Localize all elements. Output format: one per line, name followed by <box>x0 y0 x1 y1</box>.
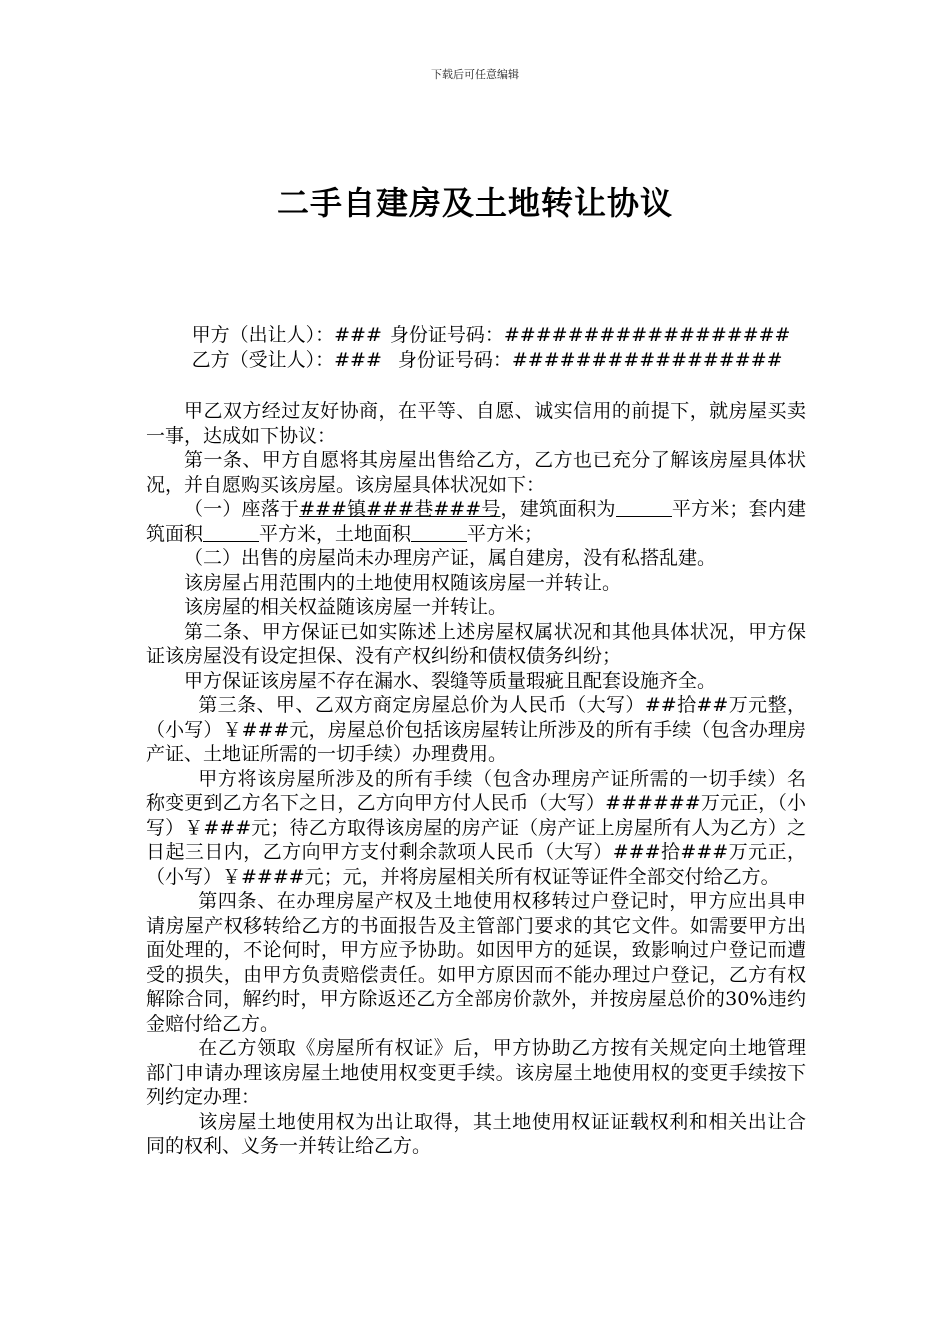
parties-block <box>146 323 806 372</box>
buyer-id: ################# <box>511 348 783 371</box>
buyer-line <box>146 348 806 373</box>
agreement-body <box>146 399 806 1159</box>
seller-name: ### <box>334 324 382 346</box>
seller-id-label: 身份证号码： <box>389 324 504 346</box>
document-title: 二手自建房及土地转让协议 <box>276 184 673 222</box>
buyer-label: 乙方（受让人）： <box>191 348 335 371</box>
payment-paragraph: 甲方将该房屋所涉及的所有手续（包含办理房产证所需的一切手续）名称变更到乙方名下之日，乙方向甲方付人民币（大写）######万元正，（小写）￥###元；待乙方取得该房屋的房产证（房产证上房屋所有人为乙方）之日起三日内，乙方向甲方支付剩余款项人民币（大写）###拾###万元正，（小写）￥####元；元，并将房屋相关所有权证等证件全部交付给乙方。 <box>146 767 806 888</box>
land-area-blank <box>411 524 467 542</box>
seller-id: ################## <box>503 324 791 346</box>
article-2-quality: 甲方保证该房屋不存在漏水、裂缝等质量瑕疵且配套设施齐全。 <box>184 669 717 692</box>
area-label: ，建筑面积为 <box>500 498 616 520</box>
seller-line <box>146 323 806 348</box>
article-4: 第四条、在办理房屋产权及土地使用权移转过户登记时，甲方应出具申请房屋产权移转给乙方的书面报告及主管部门要求的其它文件。如需要甲方出面处理的，不论何时，甲方应予协助。如因甲方的延误，致影响过户登记而遭受的损失，由甲方负责赔偿责任。如甲方原因而不能办理过户登记，乙方有权解除合同，解约时，甲方除返还乙方全部房价款外，并按房屋总价的30%违约金赔付给乙方。 <box>146 890 806 1035</box>
seller-label: 甲方（出让人）： <box>191 324 335 346</box>
transfer-paragraph: 该房屋土地使用权为出让取得，其土地使用权证证载权利和相关出让合同的权利、义务一并转让给乙方。 <box>146 1110 806 1157</box>
item-2: （二）出售的房屋尚未办理房产证，属自建房，没有私搭乱建。 <box>184 547 717 569</box>
intro-paragraph: 甲乙双方经过友好协商，在平等、自愿、诚实信用的前提下，就房屋买卖一事，达成如下协议： <box>146 400 806 447</box>
article-3: 第三条、甲、乙双方商定房屋总价为人民币（大写）##拾##万元整，（小写）￥###元，房屋总价包括该房屋转让所涉及的所有手续（包含办理房产证、土地证所需的一切手续）办理费用。 <box>146 694 806 765</box>
unit-2: 平方米，土地面积 <box>259 522 412 545</box>
buyer-name: ### <box>334 348 382 371</box>
item-1-prefix: （一）座落于 <box>184 498 300 520</box>
land-right-paragraph: 该房屋占用范围内的土地使用权随该房屋一并转让。 <box>184 571 622 594</box>
buyer-id-label: 身份证号码： <box>397 348 512 371</box>
inner-area-blank <box>203 524 259 542</box>
building-area-blank <box>616 499 672 517</box>
certificate-paragraph: 在乙方领取《房屋所有权证》后，甲方协助乙方按有关规定向土地管理部门申请办理该房屋土地使用权变更手续。该房屋土地使用权的变更手续按下列约定办理： <box>146 1037 806 1108</box>
article-2: 第二条、甲方保证已如实陈述上述房屋权属状况和其他具体状况，甲方保证该房屋没有设定担保、没有产权纠纷和债权债务纠纷； <box>146 620 806 667</box>
unit-1: 平方米；套内建筑面积 <box>146 498 806 545</box>
article-1: 第一条、甲方自愿将其房屋出售给乙方，乙方也已充分了解该房屋具体状况，并自愿购买该房屋。该房屋具体状况如下： <box>146 449 806 496</box>
unit-3: 平方米； <box>467 522 544 545</box>
item-1-location <box>146 497 806 546</box>
address-field: ###镇###巷###号 <box>299 498 501 520</box>
header-note: 下载后可任意编辑 <box>431 68 519 81</box>
rights-paragraph: 该房屋的相关权益随该房屋一并转让。 <box>184 596 508 618</box>
